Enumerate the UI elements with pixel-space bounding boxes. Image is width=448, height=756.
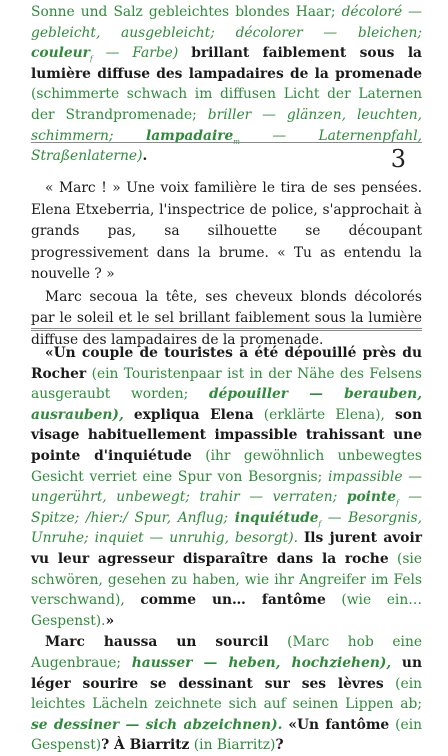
gloss-word: briller — glänzen, leuchten, schimmern; [31, 106, 423, 144]
french-phrase: ? À Biarritz [101, 737, 190, 754]
gloss-word: inquiet — unruhig, besorgt). [94, 530, 298, 547]
gloss-word: — Besorgnis, Unruhe; [31, 509, 422, 547]
gloss-text: (schimmerte schwach im diffusen Licht der Laternen der Strandpromenade; [31, 86, 422, 123]
gender-marker: m [233, 137, 240, 146]
french-phrase: comme un… fantôme [140, 592, 326, 609]
gloss-word: trahir — verraten; [199, 489, 338, 506]
gloss-word: — Laternenpfahl, Straßenlaterne) [31, 127, 422, 165]
gloss-text: (ein Touristenpaar ist in der Nähe des Felsens ausgeraubt worden; [31, 365, 422, 403]
section-divider-double [31, 328, 422, 331]
chapter-number: 3 [390, 145, 406, 173]
gender-marker: f [396, 498, 399, 507]
gloss-headword: pointe [346, 489, 397, 506]
gloss-headword: lampadaire [146, 127, 234, 144]
sentence-end: ? [275, 737, 284, 754]
gloss-text: (ihr gewöhnlich unbewegtes Gesicht verriet eine Spur von Besorgnis; [31, 447, 422, 485]
french-phrase: Marc haussa un sourcil [45, 634, 269, 651]
closing-quote: » [105, 612, 115, 629]
gloss-word: se dessiner — sich abzeichnen). [31, 716, 283, 733]
gloss-text: (wie ein… Gespenst). [31, 592, 422, 629]
sentence-end: . [142, 148, 148, 165]
gloss-word: — Spitze; /hier:/ Spur, Anflug; [31, 489, 423, 526]
gloss-text: (ein leichtes Lächeln zeichnete sich auf seinen Lippen ab; [31, 675, 422, 713]
french-text [31, 178, 422, 351]
gloss-word: impassible — ungerührt, unbewegt; [31, 468, 423, 506]
gloss-word: — Farbe) [105, 45, 179, 62]
gloss-word: dépouiller — berauben, ausrauben), [31, 386, 423, 423]
french-phrase: son visage habituellement impassible trahissant une pointe d'inquiétude [31, 406, 422, 464]
french-paragraph-1: « Marc ! » Une voix familière le tira de ses pensées. Elena Etxeberria, l'inspectrice de police, s'approchait à grands pas, sa silhouette se découpant progressivement dans la brume. « Tu as entendu la nouvelle ? » [31, 180, 422, 282]
glossed-paragraph-2 [31, 632, 422, 756]
french-phrase: «Un fantôme [288, 716, 390, 733]
gloss-word: hausser — heben, hochziehen), [131, 654, 392, 671]
french-phrase: expliqua Elena [133, 406, 254, 423]
french-paragraph-2: Marc secoua la tête, ses cheveux blonds décolorés par le soleil et le sel brillant faiblement sous la lumière diffuse des lampadaires de la promenade. [31, 288, 422, 348]
french-phrase: brillant faiblement sous la lumière diffuse des lampadaires de la promenade [31, 45, 422, 82]
gloss-text: (erklärte Elena), [263, 406, 385, 423]
gloss-text: (sie schwören, gesehen zu haben, wie ihr Angreifer im Fels verschwand), [31, 550, 422, 609]
french-phrase: un léger sourire se dessinant sur ses lèvres [31, 654, 422, 692]
glossed-paragraph-1 [31, 343, 422, 631]
gloss-text: Sonne und Salz gebleichtes blondes Haar; [31, 4, 336, 20]
gloss-headword: couleur [31, 45, 90, 62]
gender-marker: f [318, 519, 322, 528]
french-phrase: Ils jurent avoir vu leur agresseur disparaître dans la roche [31, 530, 422, 567]
gloss-text: (ein Gespenst) [31, 716, 422, 754]
gloss-text: (Marc hob eine Augenbraue; [31, 634, 423, 671]
gender-marker: f [89, 54, 93, 63]
gloss-word: décoloré — gebleicht, ausgebleicht; [31, 4, 422, 41]
section-divider [31, 142, 422, 143]
gloss-headword: inquiétude [234, 509, 319, 526]
glossed-text [31, 343, 422, 756]
french-phrase: «Un couple de touristes a été dépouillé près du Rocher [31, 345, 422, 382]
gloss-text: (in Biarritz) [193, 737, 276, 754]
gloss-word: décolorer — bleichen; [235, 24, 422, 41]
